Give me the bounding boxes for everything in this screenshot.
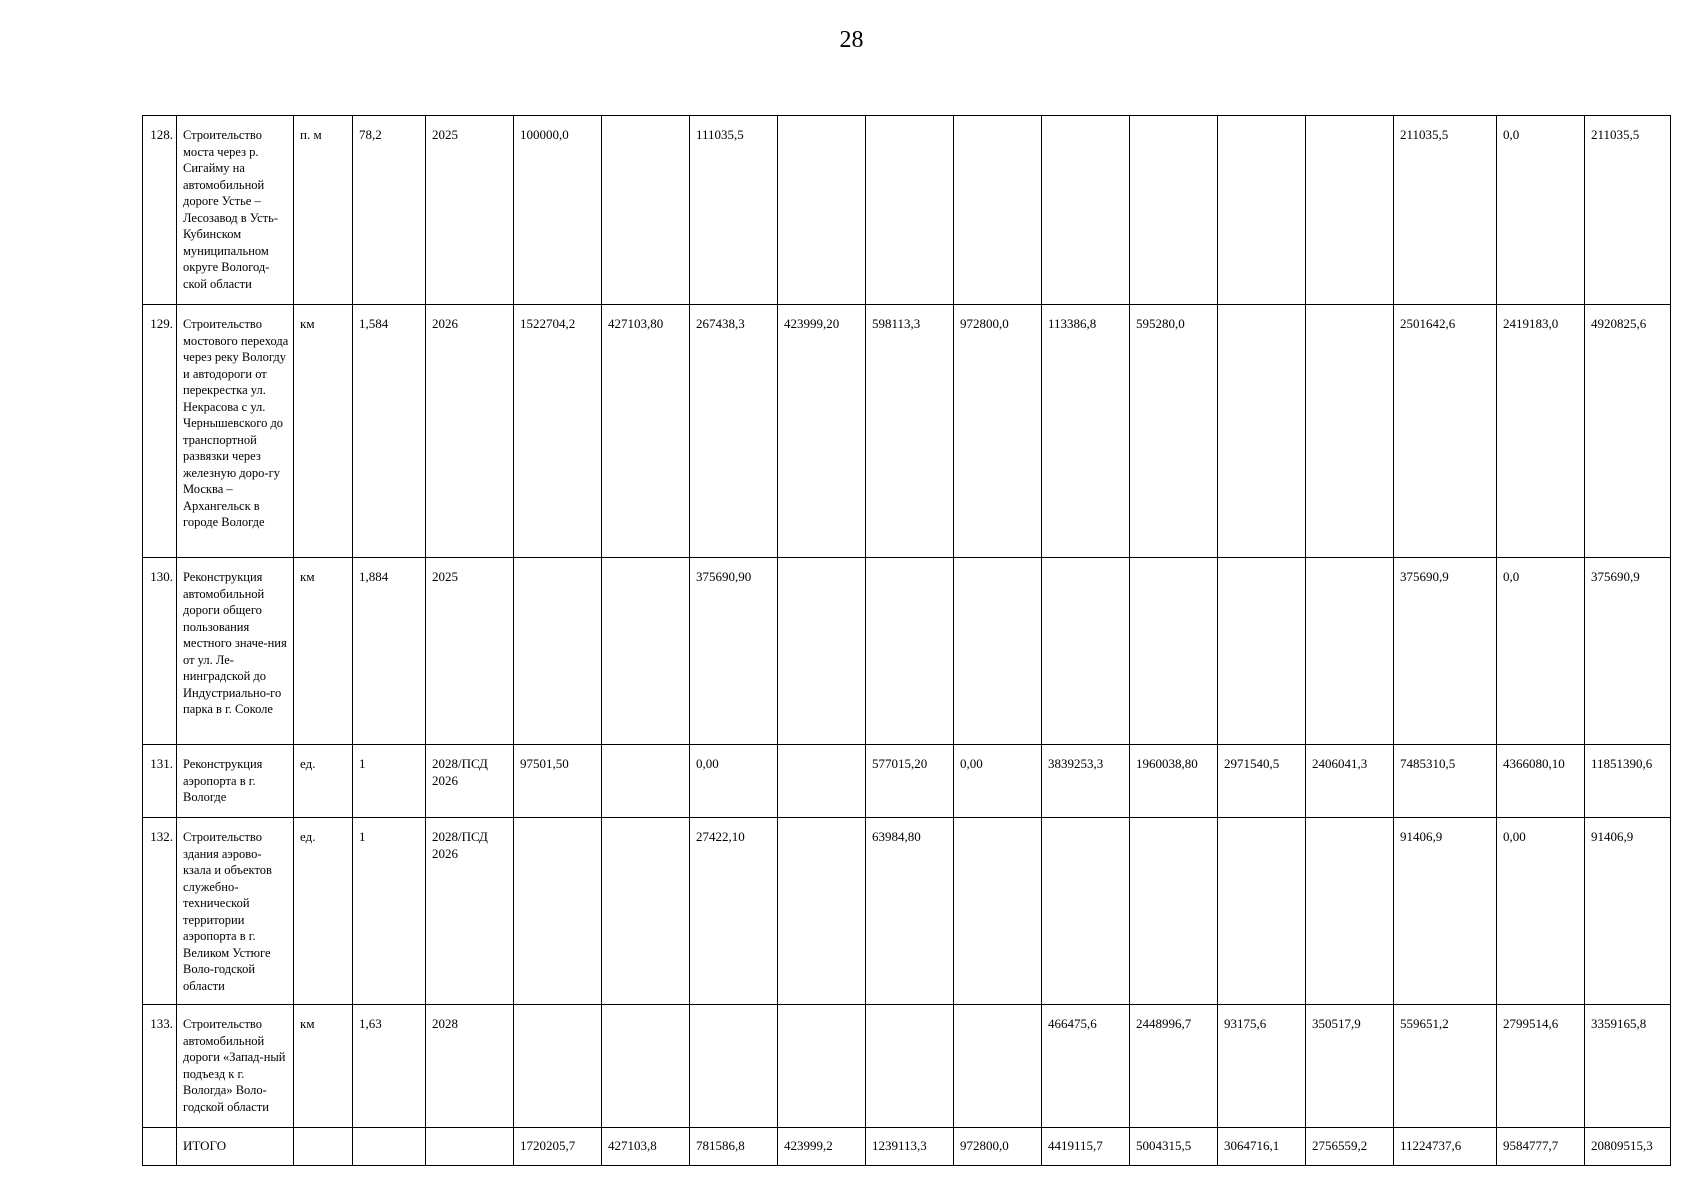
value-cell-c7 (1042, 116, 1130, 305)
value-cell-c5 (866, 1005, 954, 1128)
value-cell-c13: 11851390,6 (1585, 745, 1671, 818)
value-cell-c12: 0,00 (1497, 818, 1585, 1005)
value-cell-c2 (602, 818, 690, 1005)
total-value-c3: 781586,8 (690, 1128, 778, 1166)
value-cell-c13: 91406,9 (1585, 818, 1671, 1005)
value-cell-c3: 267438,3 (690, 305, 778, 558)
value-cell-c11: 559651,2 (1394, 1005, 1497, 1128)
row-number-cell: 129. (143, 305, 177, 558)
empty-cell (143, 1128, 177, 1166)
total-value-c4: 423999,2 (778, 1128, 866, 1166)
unit-cell: ед. (294, 818, 353, 1005)
page-number: 28 (839, 27, 864, 53)
value-cell-c9 (1218, 116, 1306, 305)
table-row (143, 818, 1671, 1005)
table-row (143, 305, 1671, 558)
value-cell-c12: 2799514,6 (1497, 1005, 1585, 1128)
total-row (143, 1128, 1671, 1166)
value-cell-c10 (1306, 116, 1394, 305)
row-number-cell: 132. (143, 818, 177, 1005)
capacity-cell: 1,884 (353, 558, 426, 745)
object-name-cell: Строительство автомобильной дороги «Запад-ный подъезд к г. Вологда» Воло-годской области (177, 1005, 294, 1128)
total-label: ИТОГО (177, 1128, 294, 1166)
value-cell-c3 (690, 1005, 778, 1128)
table-row (143, 745, 1671, 818)
year-cell: 2028 (426, 1005, 514, 1128)
data-table (142, 115, 1671, 1166)
value-cell-c3: 0,00 (690, 745, 778, 818)
value-cell-c9 (1218, 558, 1306, 745)
unit-cell: км (294, 1005, 353, 1128)
value-cell-c13: 211035,5 (1585, 116, 1671, 305)
value-cell-c6: 0,00 (954, 745, 1042, 818)
value-cell-c11: 7485310,5 (1394, 745, 1497, 818)
value-cell-c3: 375690,90 (690, 558, 778, 745)
value-cell-c10: 350517,9 (1306, 1005, 1394, 1128)
total-value-c5: 1239113,3 (866, 1128, 954, 1166)
value-cell-c4 (778, 818, 866, 1005)
value-cell-c9 (1218, 818, 1306, 1005)
value-cell-c1: 97501,50 (514, 745, 602, 818)
value-cell-c12: 0,0 (1497, 558, 1585, 745)
capacity-cell: 1 (353, 745, 426, 818)
value-cell-c6 (954, 1005, 1042, 1128)
value-cell-c11: 2501642,6 (1394, 305, 1497, 558)
value-cell-c6 (954, 818, 1042, 1005)
row-number-cell: 130. (143, 558, 177, 745)
value-cell-c8: 2448996,7 (1130, 1005, 1218, 1128)
row-number-cell: 133. (143, 1005, 177, 1128)
value-cell-c8 (1130, 818, 1218, 1005)
year-cell: 2025 (426, 116, 514, 305)
value-cell-c3: 27422,10 (690, 818, 778, 1005)
value-cell-c7: 466475,6 (1042, 1005, 1130, 1128)
value-cell-c7 (1042, 818, 1130, 1005)
total-value-c11: 11224737,6 (1394, 1128, 1497, 1166)
value-cell-c7: 3839253,3 (1042, 745, 1130, 818)
value-cell-c10 (1306, 818, 1394, 1005)
value-cell-c1 (514, 1005, 602, 1128)
value-cell-c9: 93175,6 (1218, 1005, 1306, 1128)
object-name-cell: Строительство мостового перехода через реку Вологду и автодороги от перекрестка ул. Некрасова с ул. Чернышевского до транспортной развязки через железную доро-гу Москва – Архангельск в городе Вологде (177, 305, 294, 558)
table-row (143, 1005, 1671, 1128)
value-cell-c6 (954, 116, 1042, 305)
value-cell-c2 (602, 116, 690, 305)
year-cell: 2028/ПСД 2026 (426, 745, 514, 818)
value-cell-c13: 4920825,6 (1585, 305, 1671, 558)
value-cell-c9: 2971540,5 (1218, 745, 1306, 818)
total-value-c12: 9584777,7 (1497, 1128, 1585, 1166)
value-cell-c2 (602, 558, 690, 745)
value-cell-c12: 0,0 (1497, 116, 1585, 305)
object-name-cell: Реконструкция аэропорта в г. Вологде (177, 745, 294, 818)
value-cell-c12: 2419183,0 (1497, 305, 1585, 558)
object-name-cell: Строительство здания аэрово-кзала и объектов служебно-технической территории аэропорта в г. Великом Устюге Воло-годской области (177, 818, 294, 1005)
value-cell-c7: 113386,8 (1042, 305, 1130, 558)
row-number-cell: 128. (143, 116, 177, 305)
value-cell-c6 (954, 558, 1042, 745)
total-value-c7: 4419115,7 (1042, 1128, 1130, 1166)
value-cell-c4 (778, 1005, 866, 1128)
value-cell-c5: 577015,20 (866, 745, 954, 818)
value-cell-c4 (778, 558, 866, 745)
value-cell-c13: 375690,9 (1585, 558, 1671, 745)
capacity-cell: 1,584 (353, 305, 426, 558)
value-cell-c4 (778, 116, 866, 305)
empty-cell (426, 1128, 514, 1166)
capacity-cell: 1,63 (353, 1005, 426, 1128)
unit-cell: км (294, 558, 353, 745)
year-cell: 2026 (426, 305, 514, 558)
capacity-cell: 1 (353, 818, 426, 1005)
value-cell-c5 (866, 558, 954, 745)
value-cell-c7 (1042, 558, 1130, 745)
total-value-c8: 5004315,5 (1130, 1128, 1218, 1166)
value-cell-c12: 4366080,10 (1497, 745, 1585, 818)
value-cell-c2 (602, 1005, 690, 1128)
value-cell-c9 (1218, 305, 1306, 558)
unit-cell: п. м (294, 116, 353, 305)
empty-cell (353, 1128, 426, 1166)
total-value-c6: 972800,0 (954, 1128, 1042, 1166)
total-value-c2: 427103,8 (602, 1128, 690, 1166)
total-value-c1: 1720205,7 (514, 1128, 602, 1166)
value-cell-c5: 63984,80 (866, 818, 954, 1005)
unit-cell: км (294, 305, 353, 558)
row-number-cell: 131. (143, 745, 177, 818)
value-cell-c10: 2406041,3 (1306, 745, 1394, 818)
total-value-c13: 20809515,3 (1585, 1128, 1671, 1166)
unit-cell: ед. (294, 745, 353, 818)
empty-cell (294, 1128, 353, 1166)
value-cell-c1: 1522704,2 (514, 305, 602, 558)
object-name-cell: Реконструкция автомобильной дороги общего пользования местного значе-ния от ул. Ле-нинградской до Индустриально-го парка в г. Соколе (177, 558, 294, 745)
value-cell-c1 (514, 558, 602, 745)
value-cell-c2 (602, 745, 690, 818)
value-cell-c2: 427103,80 (602, 305, 690, 558)
value-cell-c10 (1306, 558, 1394, 745)
value-cell-c3: 111035,5 (690, 116, 778, 305)
value-cell-c11: 375690,9 (1394, 558, 1497, 745)
value-cell-c10 (1306, 305, 1394, 558)
value-cell-c8 (1130, 558, 1218, 745)
value-cell-c6: 972800,0 (954, 305, 1042, 558)
value-cell-c13: 3359165,8 (1585, 1005, 1671, 1128)
total-value-c9: 3064716,1 (1218, 1128, 1306, 1166)
value-cell-c1 (514, 818, 602, 1005)
object-name-cell: Строительство моста через р. Сигайму на автомобильной дороге Устье – Лесозавод в Усть-Кубинском муниципальном округе Вологод-ской области (177, 116, 294, 305)
year-cell: 2025 (426, 558, 514, 745)
value-cell-c5 (866, 116, 954, 305)
value-cell-c4 (778, 745, 866, 818)
table-row (143, 116, 1671, 305)
value-cell-c11: 91406,9 (1394, 818, 1497, 1005)
value-cell-c8: 595280,0 (1130, 305, 1218, 558)
value-cell-c8 (1130, 116, 1218, 305)
value-cell-c4: 423999,20 (778, 305, 866, 558)
table-row (143, 558, 1671, 745)
year-cell: 2028/ПСД 2026 (426, 818, 514, 1005)
value-cell-c8: 1960038,80 (1130, 745, 1218, 818)
value-cell-c5: 598113,3 (866, 305, 954, 558)
total-value-c10: 2756559,2 (1306, 1128, 1394, 1166)
value-cell-c11: 211035,5 (1394, 116, 1497, 305)
value-cell-c1: 100000,0 (514, 116, 602, 305)
capacity-cell: 78,2 (353, 116, 426, 305)
